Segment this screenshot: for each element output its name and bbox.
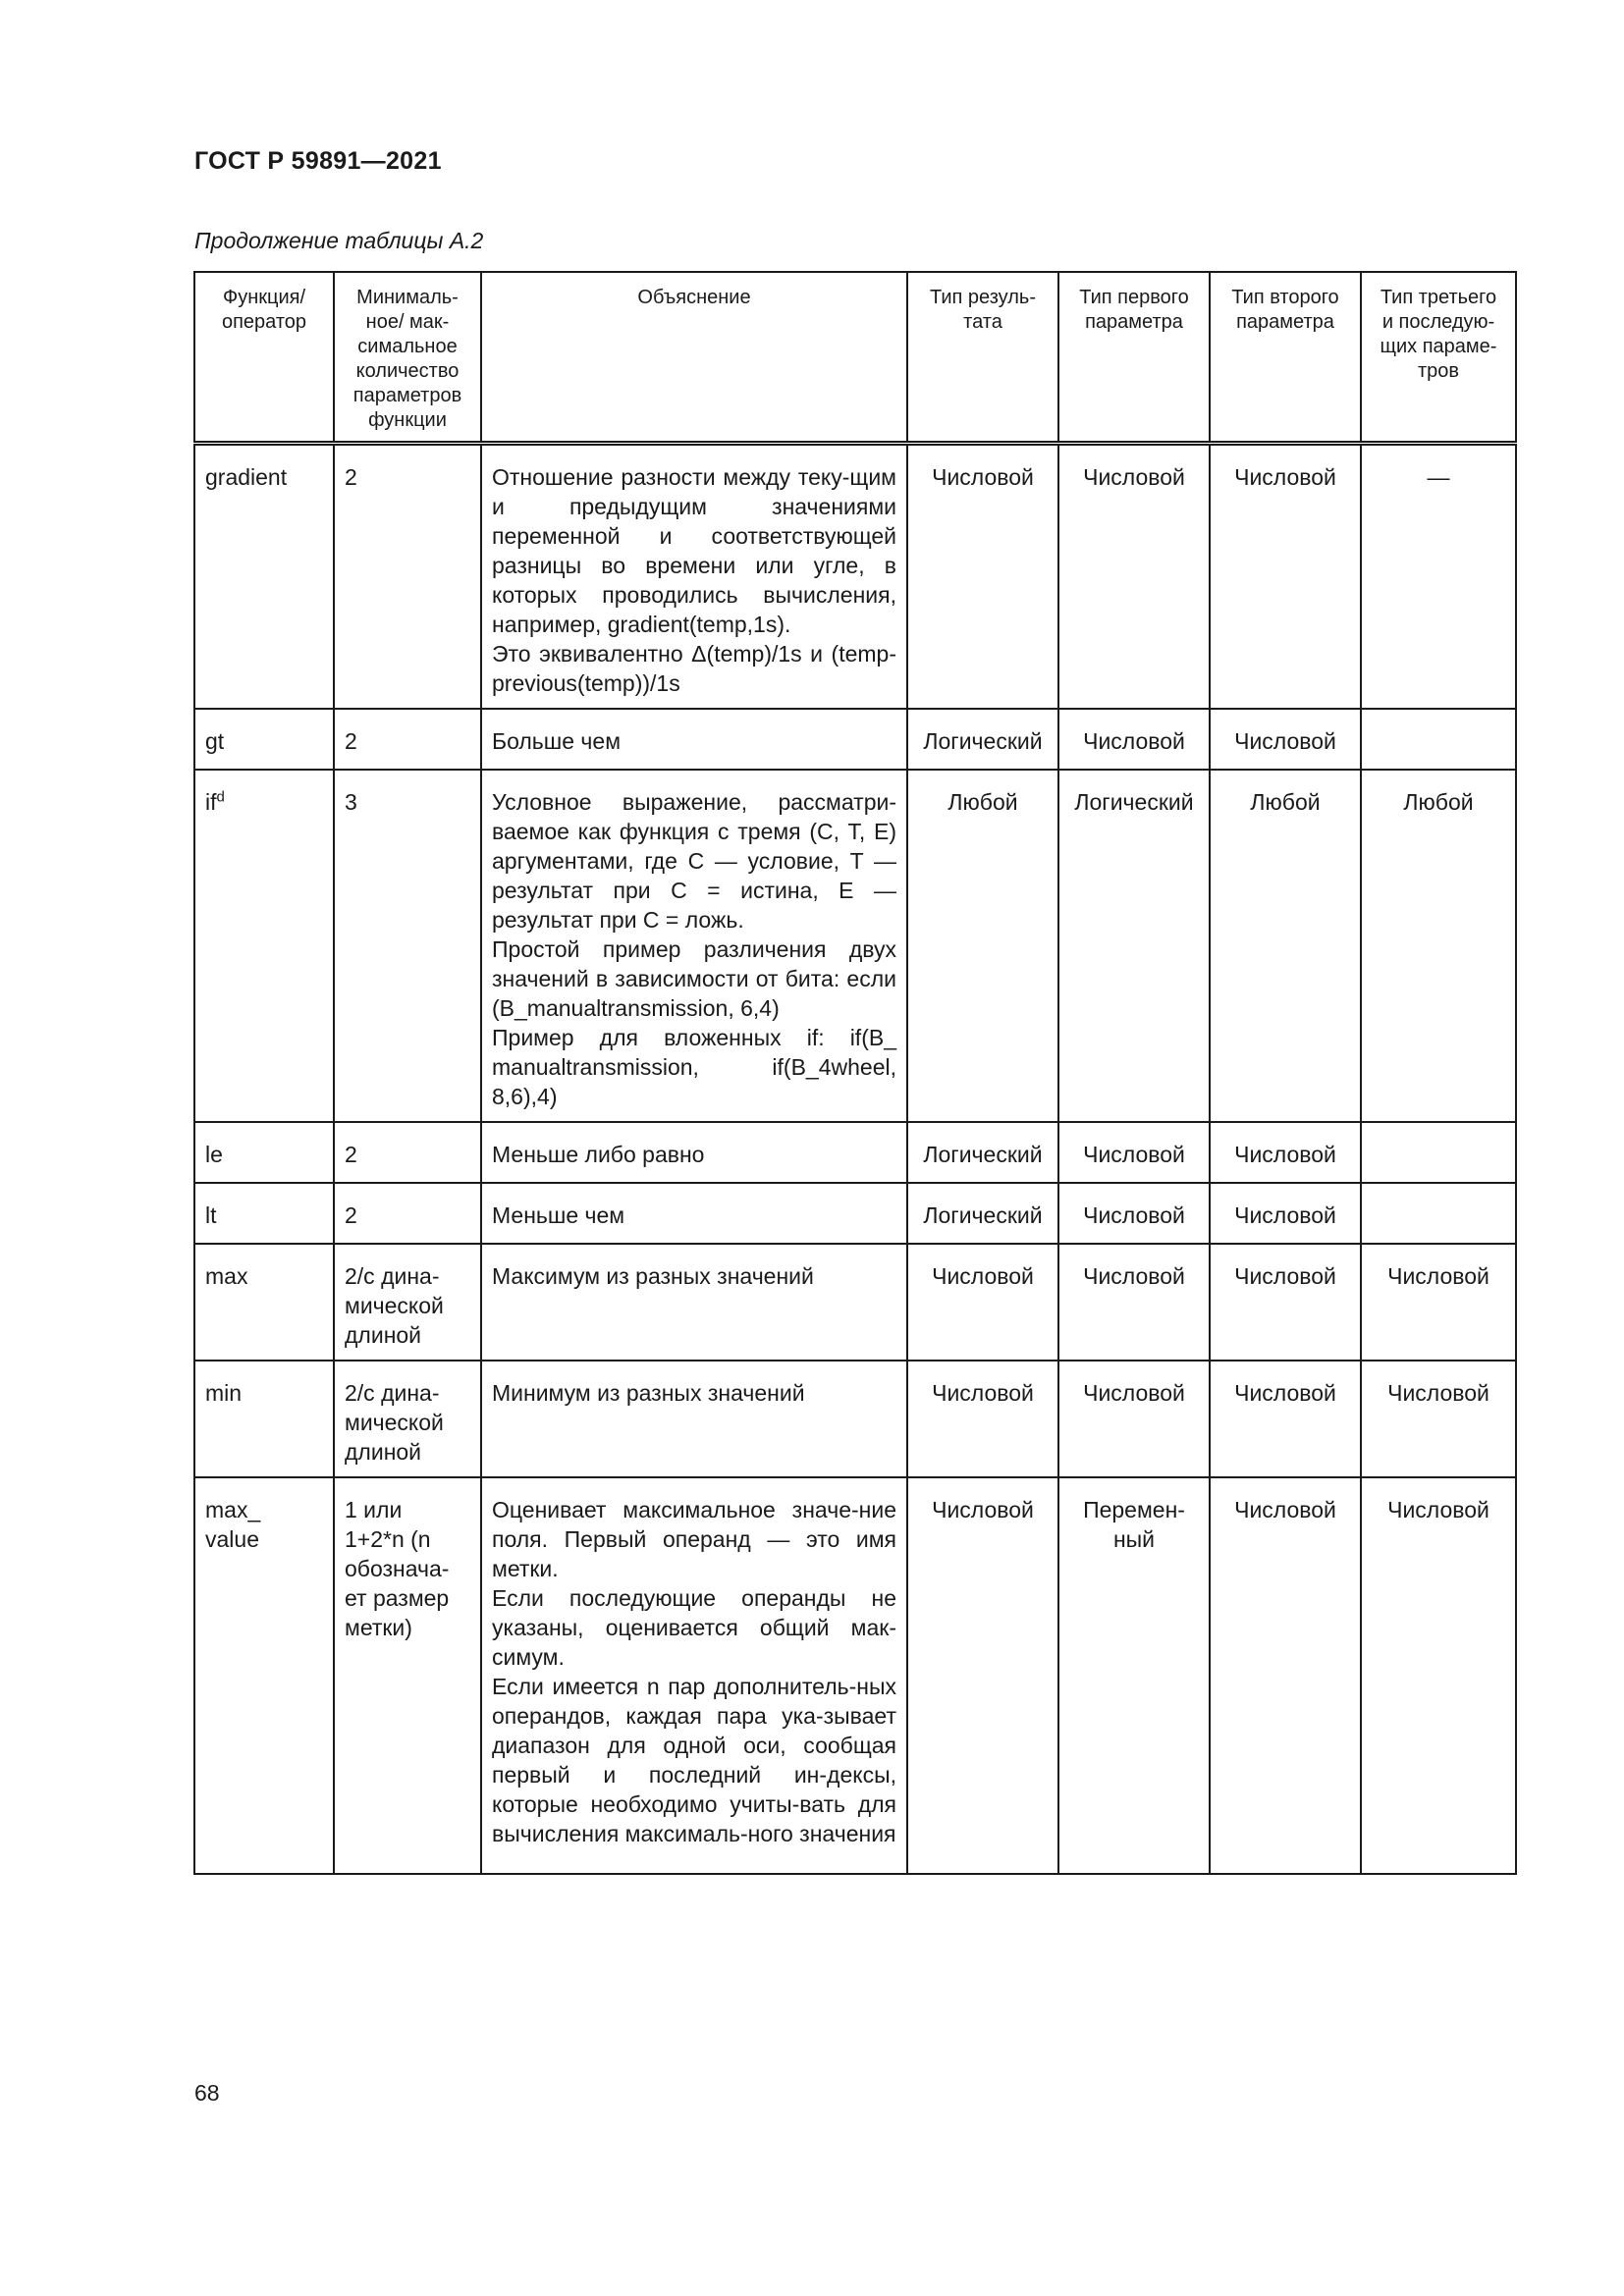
first-param-cell: Числовой bbox=[1058, 1122, 1210, 1183]
third-param-cell bbox=[1361, 1122, 1516, 1183]
third-param-cell: Любой bbox=[1361, 770, 1516, 1122]
table-caption: Продолжение таблицы А.2 bbox=[194, 228, 484, 253]
third-param-cell: Числовой bbox=[1361, 1244, 1516, 1361]
table-row bbox=[194, 1183, 1516, 1244]
function-name-cell: lt bbox=[194, 1183, 334, 1244]
first-param-cell: Числовой bbox=[1058, 444, 1210, 710]
table-header-row bbox=[194, 272, 1516, 444]
result-type-cell: Логический bbox=[907, 1183, 1058, 1244]
param-count-cell: 2/с дина- мической длиной bbox=[334, 1361, 481, 1477]
table-row bbox=[194, 1122, 1516, 1183]
third-param-cell: Числовой bbox=[1361, 1361, 1516, 1477]
explanation-cell: Отношение разности между теку-щим и предыдущим значениями переменной и соответствующей разницы во времени или угле, в которых проводились вычисления, например, gradient(temp,1s). Это эквивалентно Δ(temp)/1s и (temp-previous(temp))/1s bbox=[481, 444, 907, 710]
explanation-cell: Меньше либо равно bbox=[481, 1122, 907, 1183]
param-count-cell: 2 bbox=[334, 709, 481, 770]
result-type-cell: Числовой bbox=[907, 1361, 1058, 1477]
first-param-cell: Числовой bbox=[1058, 1183, 1210, 1244]
first-param-cell: Числовой bbox=[1058, 1244, 1210, 1361]
third-param-cell: — bbox=[1361, 444, 1516, 710]
param-count-cell: 1 или 1+2*n (n обознача- ет размер метки) bbox=[334, 1477, 481, 1874]
result-type-cell: Числовой bbox=[907, 1477, 1058, 1874]
first-param-cell: Числовой bbox=[1058, 709, 1210, 770]
second-param-cell: Числовой bbox=[1210, 1122, 1361, 1183]
table-row bbox=[194, 1477, 1516, 1874]
function-name-cell: max_ value bbox=[194, 1477, 334, 1874]
second-param-cell: Числовой bbox=[1210, 1477, 1361, 1874]
functions-table bbox=[193, 271, 1517, 1875]
result-type-cell: Логический bbox=[907, 1122, 1058, 1183]
page-number: 68 bbox=[194, 2080, 220, 2106]
col-result-type-header: Тип резуль- тата bbox=[907, 272, 1058, 444]
result-type-cell: Числовой bbox=[907, 444, 1058, 710]
table-row bbox=[194, 444, 1516, 710]
param-count-cell: 2 bbox=[334, 444, 481, 710]
table-row bbox=[194, 770, 1516, 1122]
col-param-count-header: Минималь- ное/ мак- симальное количество параметров функции bbox=[334, 272, 481, 444]
second-param-cell: Числовой bbox=[1210, 444, 1361, 710]
function-name-cell: $if^d$ bbox=[194, 770, 334, 1122]
first-param-cell: Перемен- ный bbox=[1058, 1477, 1210, 1874]
third-param-cell: Числовой bbox=[1361, 1477, 1516, 1874]
explanation-cell: Больше чем bbox=[481, 709, 907, 770]
param-count-cell: 2/с дина- мической длиной bbox=[334, 1244, 481, 1361]
explanation-cell: Минимум из разных значений bbox=[481, 1361, 907, 1477]
param-count-cell: 2 bbox=[334, 1122, 481, 1183]
function-name-cell: gt bbox=[194, 709, 334, 770]
col-function-header: Функция/ оператор bbox=[194, 272, 334, 444]
function-name-cell: max bbox=[194, 1244, 334, 1361]
footnote-marker: d bbox=[216, 788, 225, 806]
explanation-cell: Оценивает максимальное значе-ние поля. Первый операнд — это имя метки. Если последующие операнды не указаны, оценивается общий мак-симум. Если имеется n пар дополнитель-ных операндов, каждая пара ука-зывает диапазон для одной оси, сообщая первый и последний ин-дексы, которые необходимо учиты-вать для вычисления максималь-ного значения bbox=[481, 1477, 907, 1874]
document-header: ГОСТ Р 59891—2021 bbox=[194, 147, 442, 175]
table-row bbox=[194, 1361, 1516, 1477]
col-first-param-header: Тип первого параметра bbox=[1058, 272, 1210, 444]
table-row bbox=[194, 1244, 1516, 1361]
result-type-cell: Числовой bbox=[907, 1244, 1058, 1361]
explanation-cell: Меньше чем bbox=[481, 1183, 907, 1244]
param-count-cell: 2 bbox=[334, 1183, 481, 1244]
result-type-cell: Логический bbox=[907, 709, 1058, 770]
third-param-cell bbox=[1361, 709, 1516, 770]
function-name-cell: gradient bbox=[194, 444, 334, 710]
second-param-cell: Числовой bbox=[1210, 1244, 1361, 1361]
param-count-cell: 3 bbox=[334, 770, 481, 1122]
explanation-cell: Условное выражение, рассматри-ваемое как функция с тремя (C, T, E) аргументами, где C — условие, T — результат при C = истина, E — результат при C = ложь. Простой пример различения двух значений в зависимости от бита: если (B_manualtransmission, 6,4) Пример для вложенных if: if(B_ manualtransmission, if(B_4wheel, 8,6),4) bbox=[481, 770, 907, 1122]
table-row bbox=[194, 709, 1516, 770]
explanation-cell: Максимум из разных значений bbox=[481, 1244, 907, 1361]
second-param-cell: Любой bbox=[1210, 770, 1361, 1122]
function-name-cell: le bbox=[194, 1122, 334, 1183]
third-param-cell bbox=[1361, 1183, 1516, 1244]
second-param-cell: Числовой bbox=[1210, 1361, 1361, 1477]
function-name-cell: min bbox=[194, 1361, 334, 1477]
second-param-cell: Числовой bbox=[1210, 1183, 1361, 1244]
col-second-param-header: Тип второго параметра bbox=[1210, 272, 1361, 444]
second-param-cell: Числовой bbox=[1210, 709, 1361, 770]
col-explanation-header: Объяснение bbox=[481, 272, 907, 444]
result-type-cell: Любой bbox=[907, 770, 1058, 1122]
first-param-cell: Логический bbox=[1058, 770, 1210, 1122]
first-param-cell: Числовой bbox=[1058, 1361, 1210, 1477]
col-third-param-header: Тип третьего и последую- щих параме- тров bbox=[1361, 272, 1516, 444]
